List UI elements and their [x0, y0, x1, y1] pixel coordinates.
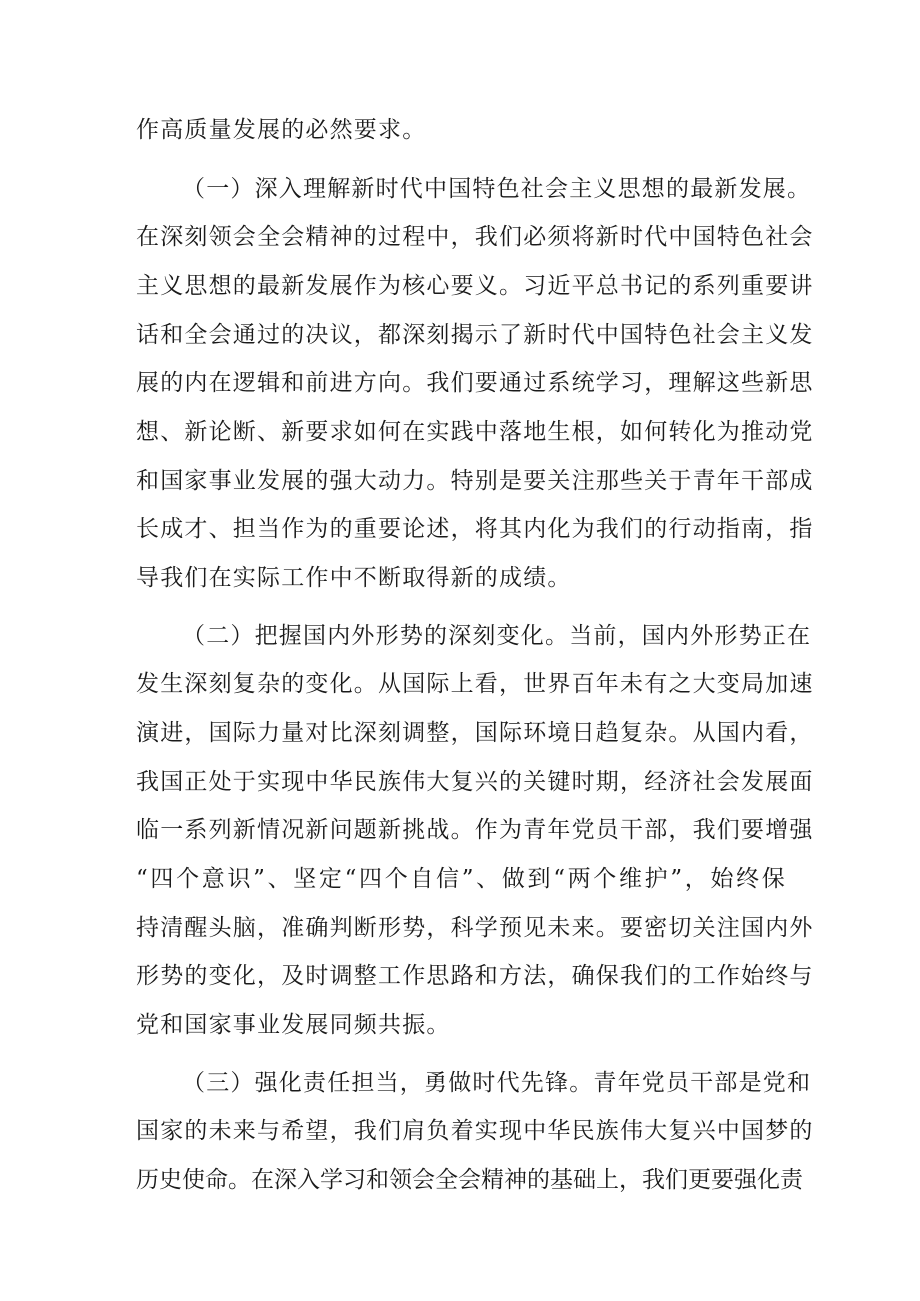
paragraph-2-line-4: 临一系列新情况新问题新挑战。作为青年党员干部，我们要增强 [136, 817, 814, 843]
paragraph-1-line-5: 想、新论断、新要求如何在实践中落地生根，如何转化为推动党 [136, 419, 814, 445]
paragraph-2-line-0: （二）把握国内外形势的深刻变化。当前，国内外形势正在 [182, 623, 812, 649]
paragraph-3-line-0: （三）强化责任担当，勇做时代先锋。青年党员干部是党和 [182, 1070, 812, 1096]
paragraph-2-line-8: 党和国家事业发展同频共振。 [136, 1012, 451, 1038]
paragraph-1-line-2: 主义思想的最新发展作为核心要义。习近平总书记的系列重要讲 [136, 273, 814, 299]
paragraph-2-line-2: 演进，国际力量对比深刻调整，国际环境日趋复杂。从国内看， [136, 720, 814, 746]
paragraph-1-line-1: 在深刻领会全会精神的过程中，我们必须将新时代中国特色社会 [136, 224, 814, 250]
paragraph-1-line-7: 长成才、担当作为的重要论述，将其内化为我们的行动指南，指 [136, 516, 814, 542]
paragraph-1-line-8: 导我们在实际工作中不断取得新的成绩。 [136, 565, 572, 591]
paragraph-2-line-5: “四个意识”、坚定“四个自信”、做到“两个维护”，始终保 [136, 866, 786, 892]
paragraph-3-line-1: 国家的未来与希望，我们肩负着实现中华民族伟大复兴中国梦的 [136, 1118, 814, 1144]
paragraph-2-line-7: 形势的变化，及时调整工作思路和方法，确保我们的工作始终与 [136, 963, 814, 989]
paragraph-1-line-4: 展的内在逻辑和前进方向。我们要通过系统学习，理解这些新思 [136, 370, 814, 396]
paragraph-1-line-0: （一）深入理解新时代中国特色社会主义思想的最新发展。 [182, 176, 812, 202]
paragraph-1-line-3: 话和全会通过的决议，都深刻揭示了新时代中国特色社会主义发 [136, 322, 814, 348]
paragraph-1-line-6: 和国家事业发展的强大动力。特别是要关注那些关于青年干部成 [136, 468, 814, 494]
paragraph-0-line-0: 作高质量发展的必然要求。 [136, 117, 427, 143]
paragraph-2-line-1: 发生深刻复杂的变化。从国际上看，世界百年未有之大变局加速 [136, 671, 814, 697]
paragraph-2-line-3: 我国正处于实现中华民族伟大复兴的关键时期，经济社会发展面 [136, 769, 814, 795]
paragraph-3-line-2: 历史使命。在深入学习和领会全会精神的基础上，我们更要强化责 [136, 1167, 803, 1193]
paragraph-2-line-6: 持清醒头脑，准确判断形势，科学预见未来。要密切关注国内外 [136, 915, 814, 941]
